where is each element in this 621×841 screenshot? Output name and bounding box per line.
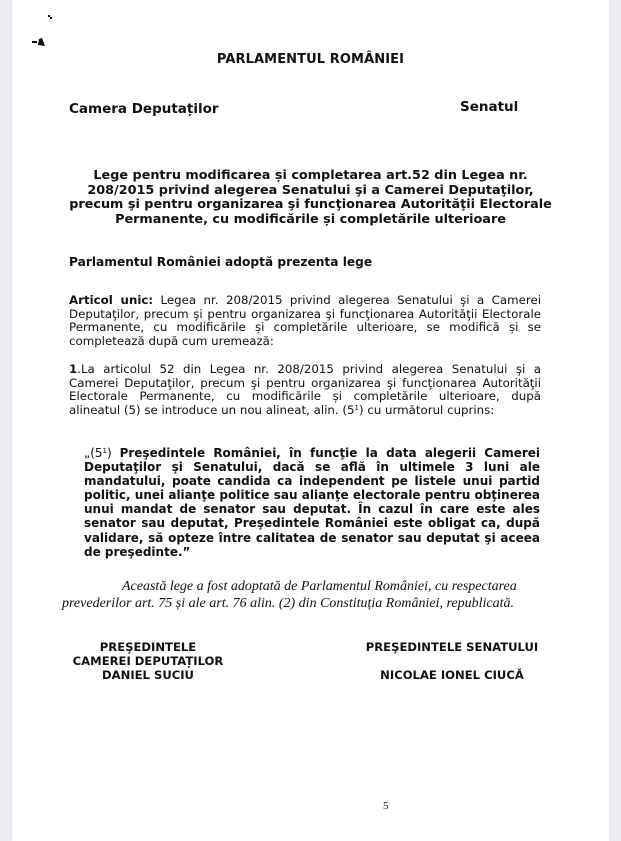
point-number: 1 [69,362,78,376]
article-text: Legea nr. 208/2015 privind alegerea Senatului şi a Camerei Deputaţilor, precum şi pentru organizarea şi funcţionarea Autorităţii Electorale Permanente, cu modificările și completările ulterioare, se modifică și se completează după cum uremează: [69,293,541,349]
scan-speck-mark [32,38,46,46]
superscript: 1 [354,404,359,413]
point-text: .La articolul 52 din Legea nr. 208/2015 privind alegerea Senatului şi a Camerei Deputaţilor, precum şi pentru organizarea şi funcţionarea Autorităţii Electorale Permanente, cu modificările și completările ulterioare, după alineatul (5) se introduce un nou alineat, alin. (5 [69,362,541,418]
signature-block-deputies [68,640,228,683]
signature-title: PREŞEDINTELE [99,640,197,654]
signature-title: PREŞEDINTELE SENATULUI [365,640,539,654]
new-paragraph-quote [84,446,540,559]
law-title-line: 208/2015 privind alegerea Senatului şi a Camerei Deputaţilor, [87,182,534,198]
signature-block-senate [352,640,552,682]
point-text-end: ) cu următorul cuprins: [358,403,495,418]
senate-label: Senatul [460,99,519,115]
law-title [22,169,599,227]
single-article-paragraph [69,294,541,349]
article-label: Articol unic: [69,293,154,307]
superscript: 1 [102,447,108,455]
law-title-line: Lege pentru modificarea și completarea art.52 din Legea nr. [93,168,528,183]
quote-paragraph-number-close: ) [107,446,120,460]
scan-speck-mark [48,15,52,19]
adoption-formula: Parlamentul României adoptă prezenta lege [69,255,373,269]
document-page [12,0,609,841]
law-title-line: Permanente, cu modificările și completările ulterioare [115,211,506,227]
law-title-line: precum şi pentru organizarea şi funcţionarea Autorităţii Electorale [69,197,552,212]
adoption-note [62,578,552,612]
quote-text: Preşedintele României, în funcţie la data alegerii Camerei Deputaţilor şi Senatului, dacă se află în ultimele 3 luni ale mandatului, poate candida ca independent pe listele unui partid politic, unei alianţe politice sau alianţe electorale pentru obţinerea unui mandat de senator sau deputat. În cazul în care este ales senator sau deputat, Preşedintele României este obligat ca, după validare, să opteze între calitatea de senator sau deputat şi aceea de preşedinte.” [84,446,540,559]
signature-title: CAMEREI DEPUTAȚILOR [72,654,224,669]
adoption-note-line: Această lege a fost adoptată de Parlamentul României, cu respectarea [122,579,517,594]
page-number: 5 [383,800,389,812]
signature-name: NICOLAE IONEL CIUCĂ [380,668,524,683]
signature-name: DANIEL SUCIU [102,668,194,683]
adoption-note-line: prevederilor art. 75 și ale art. 76 alin. (2) din Constituția României, republicată. [62,596,514,611]
document-header: PARLAMENTUL ROMÂNIEI [216,52,405,67]
chamber-of-deputies-label: Camera Deputaților [69,101,219,117]
quote-paragraph-number: „(5 [84,446,103,460]
point-one-paragraph [69,363,541,418]
